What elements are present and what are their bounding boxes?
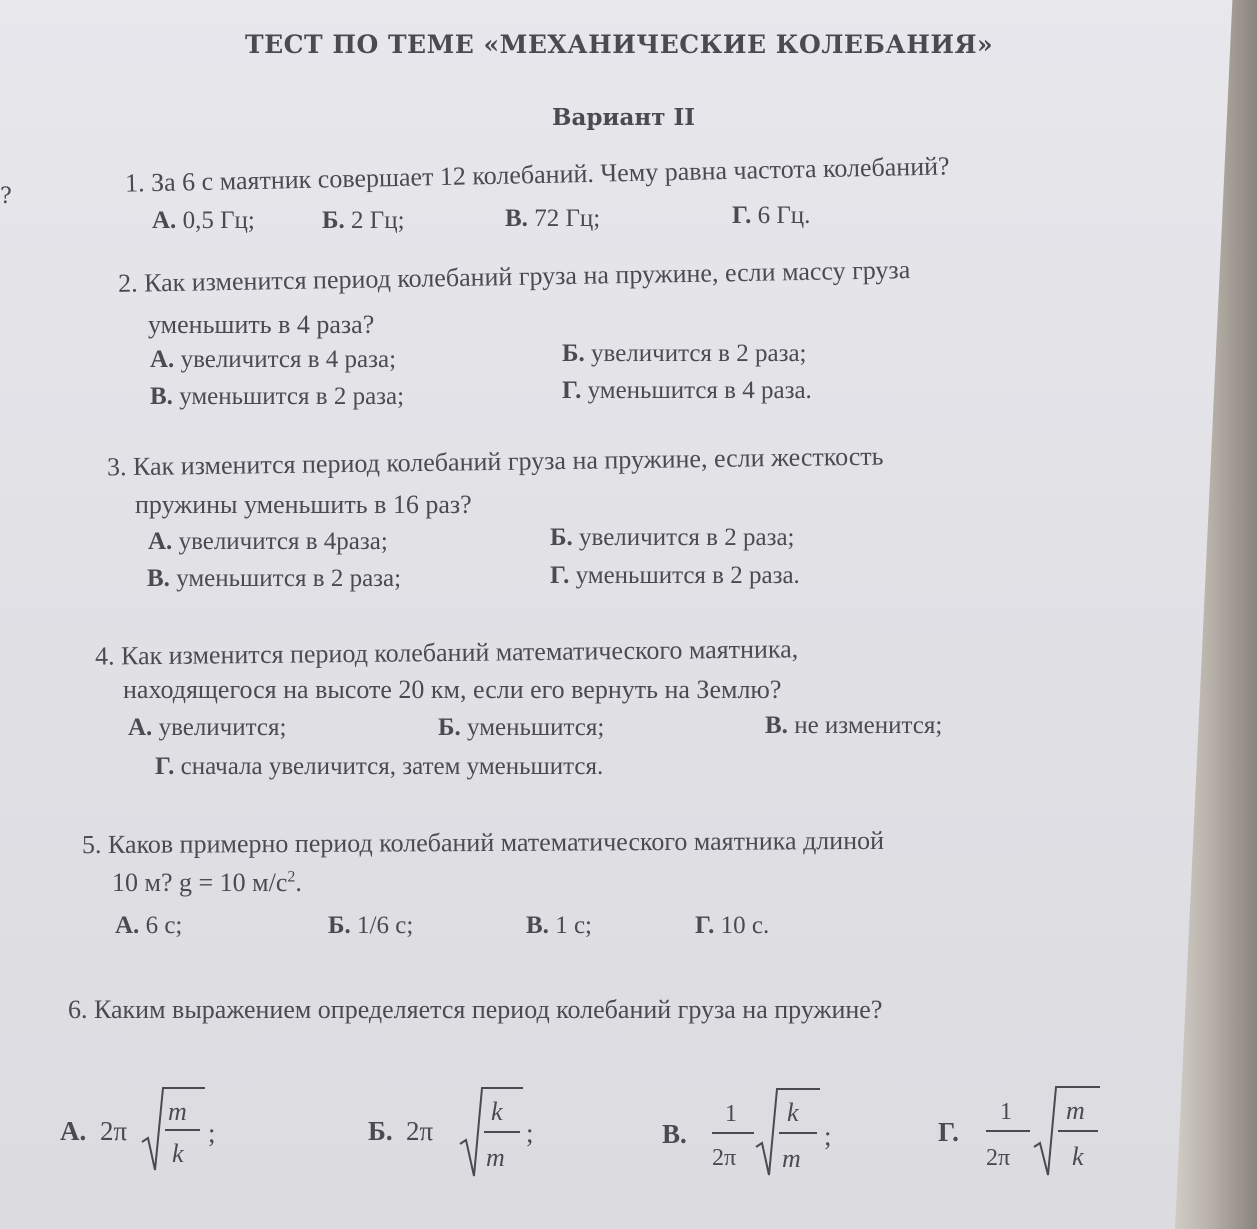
q2-answer-a: А. увеличится в 4 раза; <box>150 346 397 373</box>
variant-heading: Вариант II <box>552 104 695 131</box>
q5-answer-a: А. 6 с; <box>115 912 183 939</box>
question-line: Как изменится период колебаний груза на пружине, если жесткость <box>132 441 884 482</box>
q3-answer-c: В. уменьшится в 2 раза; <box>147 565 402 592</box>
q5-answer-b: Б. 1/6 с; <box>328 912 414 939</box>
q5-answer-d: Г. 10 с. <box>695 912 770 939</box>
q6-answer-c-formula <box>662 1085 862 1190</box>
svg-text:1: 1 <box>725 1101 737 1127</box>
svg-text:А.: А. <box>60 1116 87 1146</box>
svg-text:1: 1 <box>1000 1099 1012 1125</box>
svg-text:m: m <box>782 1144 801 1173</box>
question-number: 4. <box>94 641 115 671</box>
question-3-text <box>107 442 884 483</box>
q3-answer-a: А. увеличится в 4раза; <box>148 528 388 555</box>
question-4-line-2: находящегося на высоте 20 км, если его вернуть на Землю? <box>123 675 782 704</box>
page-edge-shadow <box>1175 0 1257 1229</box>
svg-text:m: m <box>168 1097 187 1126</box>
q3-answer-d: Г. уменьшится в 2 раза. <box>550 562 800 589</box>
question-number: 1. <box>124 168 145 198</box>
svg-text:В.: В. <box>662 1119 687 1149</box>
svg-text:k: k <box>172 1139 184 1168</box>
svg-text:Г.: Г. <box>938 1117 959 1147</box>
q1-answer-d: Г. 6 Гц. <box>732 202 811 229</box>
question-number: 6. <box>68 995 88 1024</box>
svg-text:2π: 2π <box>100 1116 128 1146</box>
svg-text:;: ; <box>824 1121 832 1151</box>
question-3-line-2: пружины уменьшить в 16 раз? <box>135 490 472 519</box>
q2-answer-c: В. уменьшится в 2 раза; <box>150 383 405 410</box>
question-line: Каким выражением определяется период колебаний груза на пружине? <box>94 995 883 1024</box>
q2-answer-d: Г. уменьшится в 4 раза. <box>562 377 812 404</box>
svg-text:2π: 2π <box>712 1145 737 1171</box>
q3-answer-b: Б. увеличится в 2 раза; <box>550 524 795 551</box>
svg-text:k: k <box>491 1097 503 1126</box>
question-2-text <box>118 255 911 299</box>
q1-answer-a: А. 0,5 Гц; <box>152 207 255 234</box>
question-5-line-2: 10 м? g = 10 $м/с^2$. <box>112 868 302 897</box>
margin-question-mark: ? <box>0 184 12 209</box>
q4-answer-d: Г. сначала увеличится, затем уменьшится. <box>155 753 604 780</box>
q4-answer-c: В. не изменится; <box>765 712 943 739</box>
q1-answer-b: Б. 2 Гц; <box>322 207 405 234</box>
svg-text:;: ; <box>526 1118 534 1148</box>
question-number: 5. <box>81 829 102 860</box>
svg-text:m: m <box>1066 1096 1085 1125</box>
question-line: За 6 с маятник совершает 12 колебаний. Чему равна частота колебаний? <box>150 151 950 198</box>
svg-text:m: m <box>486 1143 505 1172</box>
svg-text:;: ; <box>208 1118 216 1148</box>
question-5-text <box>82 826 884 860</box>
question-line: Как изменится период колебаний груза на пружине, если массу груза <box>143 255 911 298</box>
q1-answer-c: В. 72 Гц; <box>505 205 601 232</box>
question-number: 3. <box>106 452 127 482</box>
question-line: Как изменится период колебаний математического маятника, <box>120 634 799 671</box>
question-6-text <box>68 995 882 1025</box>
svg-text:k: k <box>787 1098 799 1127</box>
question-1-text <box>125 151 950 198</box>
question-number: 2. <box>117 268 138 298</box>
svg-text:2π: 2π <box>406 1116 434 1146</box>
q6-answer-a-formula <box>60 1080 230 1185</box>
page-title: ТЕСТ ПО ТЕМЕ «МЕХАНИЧЕСКИЕ КОЛЕБАНИЯ» <box>245 30 994 59</box>
q6-answer-b-formula <box>368 1082 558 1187</box>
svg-text:Б.: Б. <box>368 1116 393 1146</box>
question-4-text <box>95 634 798 671</box>
q2-answer-b: Б. увеличится в 2 раза; <box>562 340 807 367</box>
svg-text:2π: 2π <box>986 1145 1011 1171</box>
q5-answer-c: В. 1 с; <box>526 912 592 939</box>
svg-text:k: k <box>1072 1142 1084 1171</box>
q6-answer-d-formula <box>938 1085 1128 1190</box>
q4-answer-b: Б. уменьшится; <box>438 714 605 741</box>
question-line: Каков примерно период колебаний математического маятника длиной <box>107 825 885 859</box>
question-2-line-2: уменьшить в 4 раза? <box>148 310 375 339</box>
q4-answer-a: А. увеличится; <box>128 714 287 741</box>
